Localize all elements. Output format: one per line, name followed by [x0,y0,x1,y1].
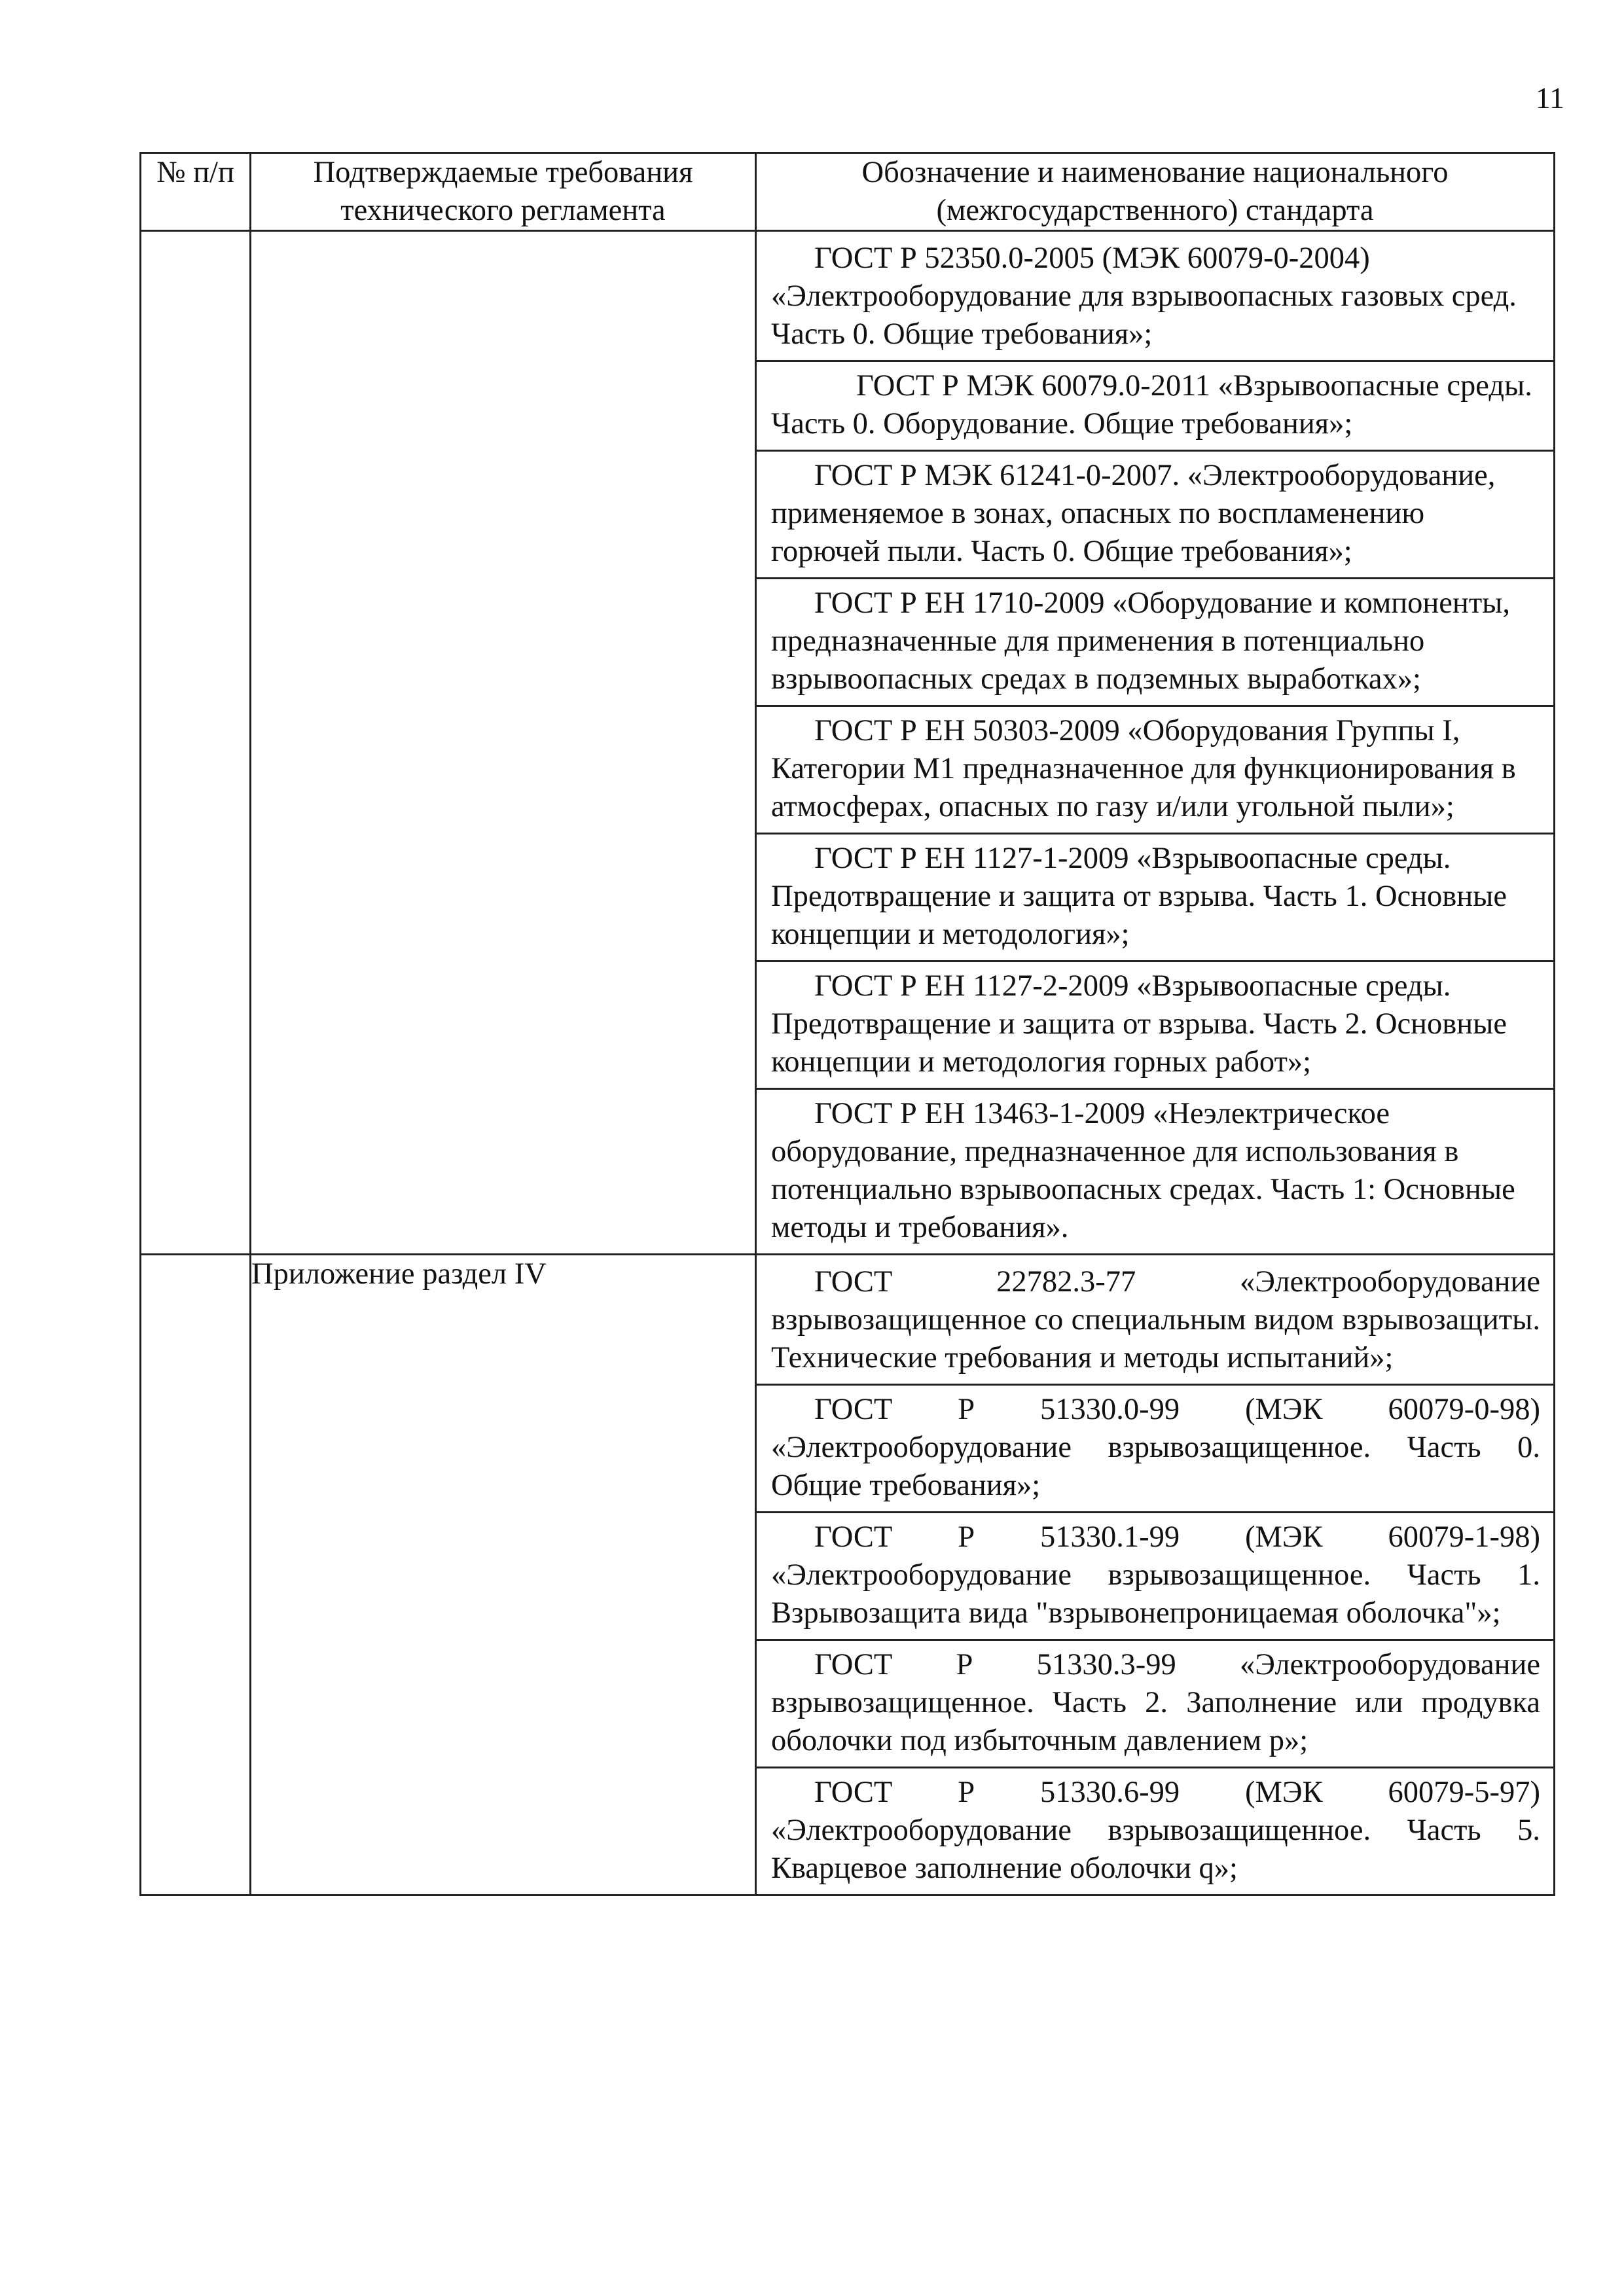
standard-entry: ГОСТ Р МЭК 61241-0-2007. «Электрооборудование, применяемое в зонах, опасных по воспламенению горючей пыли. Часть 0. Общие требования»; [757,450,1553,577]
standard-entry: ГОСТ Р 51330.6-99 (МЭК 60079-5-97) «Электрооборудование взрывозащищенное. Часть 5. Кварцевое заполнение оболочки q»; [757,1767,1553,1894]
requirement-cell [251,231,756,1255]
standard-entry: ГОСТ 22782.3-77 «Электрооборудование взрывозащищенное со специальным видом взрывозащиты. Технические требования и методы испытаний»; [771,1265,1540,1374]
standards-cell [756,231,1555,1255]
standards-cell [756,1255,1555,1895]
standard-entry: ГОСТ Р 51330.1-99 (МЭК 60079-1-98) «Электрооборудование взрывозащищенное. Часть 1. Взрывозащита вида "взрывонепроницаемая оболочка"»; [757,1511,1553,1639]
standard-entry: ГОСТ Р 52350.0-2005 (МЭК 60079-0-2004) «Электрооборудование для взрывоопасных газовых сред. Часть 0. Общие требования»; [771,242,1517,351]
row-number-cell [141,1255,251,1895]
page-number: 11 [1535,81,1564,115]
header-requirements-label: Подтверждаемые требования технического регламента [313,156,693,227]
header-standard-label: Обозначение и наименование национального (межгосударственного) стандарта [861,156,1449,227]
header-requirements [251,153,756,231]
standard-entry: ГОСТ Р 51330.0-99 (МЭК 60079-0-98) «Электрооборудование взрывозащищенное. Часть 0. Общие требования»; [757,1384,1553,1511]
header-number [141,153,251,231]
standard-entry: ГОСТ Р ЕН 1127-2-2009 «Взрывоопасные среды. Предотвращение и защита от взрыва. Часть 2. Основные концепции и методология горных работ»; [757,960,1553,1088]
header-number-label: № п/п [156,156,234,189]
table-row [141,231,1555,1255]
standards-table [139,152,1555,1896]
row-number-cell [141,231,251,1255]
table-header-row [141,153,1555,231]
standard-entry: ГОСТ Р ЕН 1710-2009 «Оборудование и компоненты, предназначенные для применения в потенциально взрывоопасных средах в подземных выработках»; [757,577,1553,705]
requirement-cell: Приложение раздел IV [251,1255,756,1895]
standard-entry: ГОСТ Р МЭК 60079.0-2011 «Взрывоопасные среды. Часть 0. Оборудование. Общие требования»; [757,360,1553,450]
standard-entry: ГОСТ Р ЕН 1127-1-2009 «Взрывоопасные среды. Предотвращение и защита от взрыва. Часть 1. Основные концепции и методология»; [757,833,1553,960]
header-standard [756,153,1555,231]
table-row [141,1255,1555,1895]
standard-entry: ГОСТ Р ЕН 50303-2009 «Оборудования Группы I, Категории M1 предназначенное для функционирования в атмосферах, опасных по газу и/или угольной пыли»; [757,705,1553,833]
standard-entry: ГОСТ Р 51330.3-99 «Электрооборудование взрывозащищенное. Часть 2. Заполнение или продувка оболочки под избыточным давлением p»; [757,1639,1553,1767]
standard-entry: ГОСТ Р ЕН 13463-1-2009 «Неэлектрическое оборудование, предназначенное для использования в потенциально взрывоопасных средах. Часть 1: Основные методы и требования». [757,1088,1553,1253]
